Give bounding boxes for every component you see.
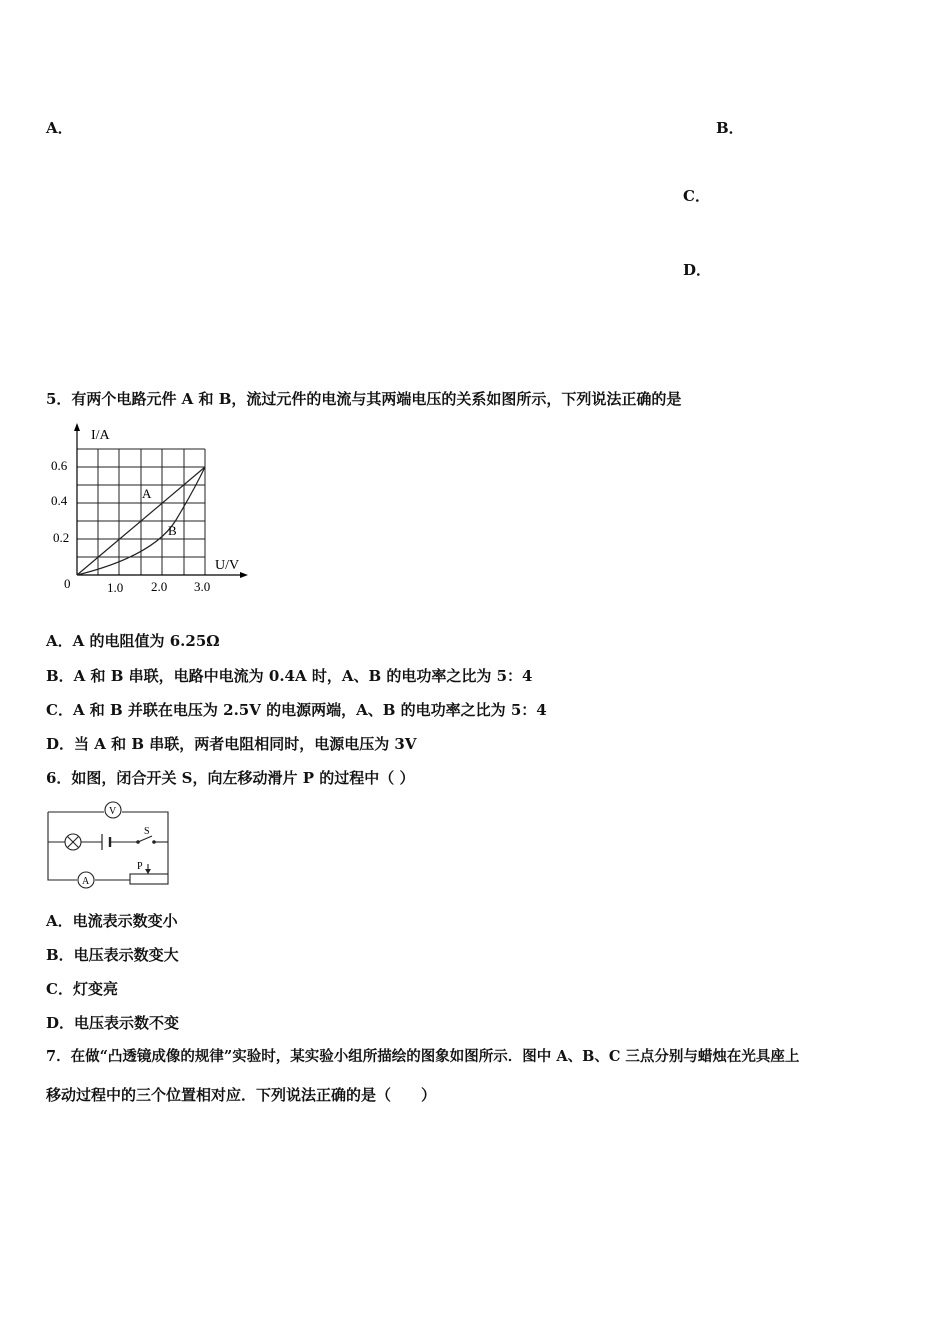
q5-graph-curve-a-label: A	[142, 486, 152, 501]
q6-slider-label: P	[137, 861, 143, 872]
q6-circuit-diagram	[44, 798, 174, 892]
q5-graph-y-tick-0-2: 0.2	[53, 530, 70, 545]
q6-ammeter-label: A	[82, 876, 90, 887]
q6-stem: 6．如图，闭合开关 S，向左移动滑片 P 的过程中（ ）	[46, 769, 415, 787]
q5-graph-y-tick-0-4: 0.4	[51, 493, 68, 508]
q6-voltmeter-label: V	[109, 806, 117, 817]
q5-graph-grid	[77, 449, 205, 575]
q5-iv-graph	[44, 420, 254, 600]
q5-graph-curve-b-label: B	[168, 523, 177, 538]
q5-graph-y-tick-0-6: 0.6	[51, 458, 68, 473]
q4-option-a-label: A．	[46, 119, 73, 137]
q5-graph-x-tick-2-0: 2.0	[151, 579, 168, 594]
q5-option-c: C．A 和 B 并联在电压为 2.5V 的电源两端，A、B 的电功率之比为 5：4	[46, 701, 547, 719]
q4-option-d-label: D．	[683, 261, 712, 279]
q6-switch-label: S	[144, 826, 150, 837]
q6-option-b: B．电压表示数变大	[46, 946, 179, 964]
q6-option-a: A．电流表示数变小	[46, 912, 178, 930]
q6-rheostat	[130, 874, 168, 884]
q5-graph-x-tick-1-0: 1.0	[107, 580, 124, 595]
q5-graph-y-label: I/A	[91, 428, 110, 443]
q4-option-b-label: B．	[716, 119, 744, 137]
q6-slider-arrow	[145, 869, 151, 874]
q7-stem-line-2: 移动过程中的三个位置相对应．下列说法正确的是（ ）	[46, 1086, 437, 1104]
q4-option-c-label: C．	[683, 187, 710, 205]
q5-option-d: D．当 A 和 B 串联，两者电阻相同时，电源电压为 3V	[46, 735, 417, 753]
q5-stem: 5．有两个电路元件 A 和 B，流过元件的电流与其两端电压的关系如图所示，下列说法正确的是	[46, 390, 682, 408]
q6-option-d: D．电压表示数不变	[46, 1014, 180, 1032]
q5-graph-y-arrow	[74, 423, 80, 431]
q5-graph-x-label: U/V	[215, 558, 240, 573]
q5-graph-x-arrow	[240, 572, 248, 578]
q6-switch-pivot	[136, 840, 140, 844]
q5-option-b: B．A 和 B 串联，电路中电流为 0.4A 时，A、B 的电功率之比为 5：4	[46, 667, 533, 685]
q5-graph-x-tick-3-0: 3.0	[194, 579, 211, 594]
q6-option-c: C．灯变亮	[46, 980, 118, 998]
q7-stem-line-1: 7．在做“凸透镜成像的规律”实验时，某实验小组所描绘的图象如图所示．图中 A、B、C 三点分别与蜡烛在光具座上	[46, 1048, 800, 1065]
q5-graph-origin: 0	[64, 576, 71, 591]
q5-option-a: A．A 的电阻值为 6.25Ω	[46, 632, 220, 650]
q6-switch-contact	[152, 840, 156, 844]
